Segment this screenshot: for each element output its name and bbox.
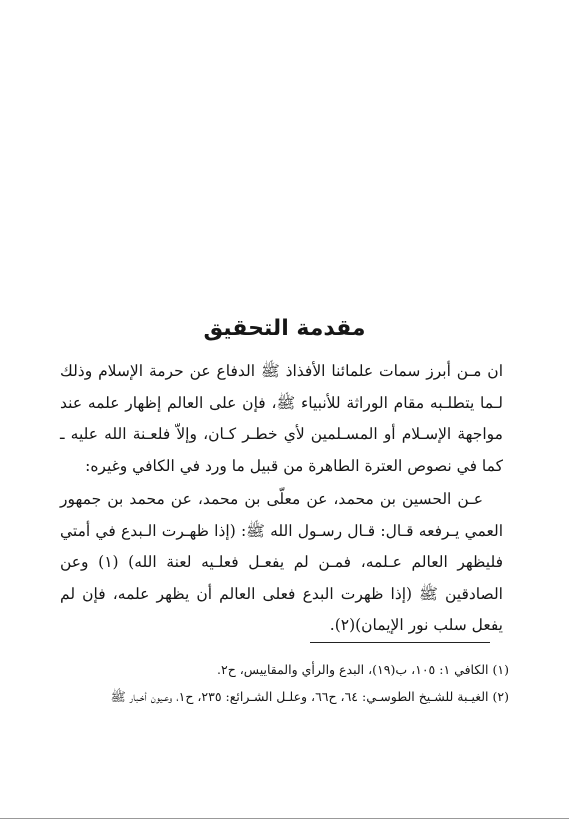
- body-text: [60, 356, 503, 642]
- page-title: مقدمة التحقيق: [203, 316, 366, 341]
- page-bottom-edge: [0, 818, 569, 819]
- paragraph-intro: ان مـن أبرز سمات علمائنا الأفذاذ ﷺ الدفاع عن حرمة الإسلام وذلك لـما يتطلـبه مقام الوراثة للأنبياء ﷺ، فإن على العالم إظهار علمه عند مواجهة الإسـلام أو المسـلمين لأي خطـر كـان، وإلاّ فلعـنة الله عليه ـ كما في نصوص العترة الطاهرة من قبيل ما ورد في الكافي وغيره:: [60, 362, 503, 475]
- footnotes: [56, 656, 509, 710]
- footnote-divider: [310, 642, 490, 643]
- footnote-2: (٢) الغيـبة للشـيخ الطوسـي: ٦٤، ح٦٦، وعلـل الشـرائع: ٢٣٥، ح١، وعـيون أخـبار ﷺ: [110, 689, 509, 704]
- footnote-1: (١) الكافي ١: ١٠٥، ب(١٩)، البدع والرأي والمقاييس، ح٢.: [216, 662, 509, 677]
- paragraph-hadith: عـن الحسين بن محمد، عن معلّى بن محمد، عن محمد بن جمهور العمي يـرفعه قـال: قـال رسـول الله ﷺ: (إذا ظهـرت الـبدع في أمتي فليظهر العالم عـلمه، فمـن لم يفعـل فعلـيه لعنة الله) (١) وعن الصادقين ﷺ (إذا ظهرت البدع فعلى العالم أن يظهر علمه، فإن لم يفعل سلب نور الإيمان)(٢).: [60, 490, 503, 634]
